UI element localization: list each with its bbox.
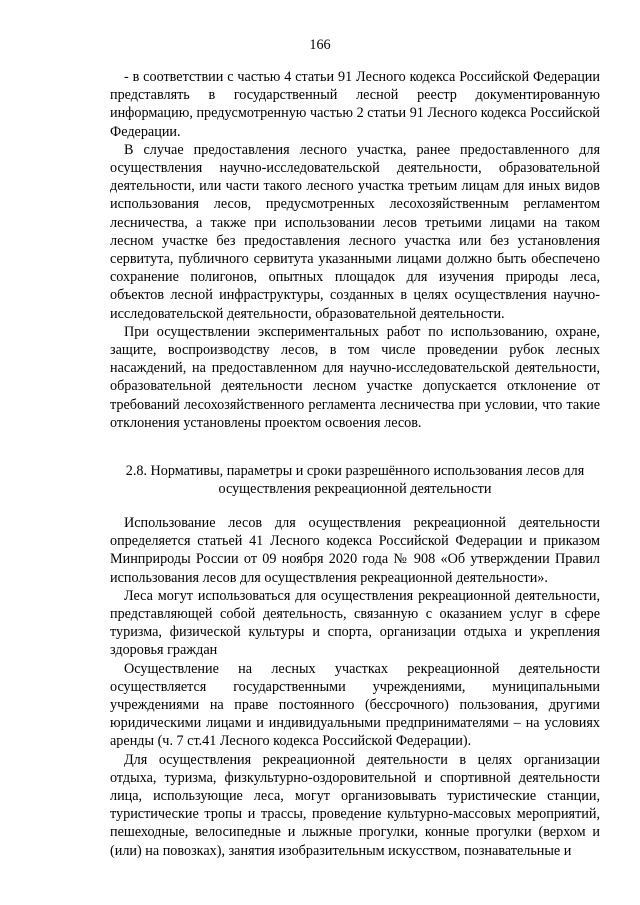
page-number: 166 [309,37,331,53]
bottom-text-block [110,514,600,860]
paragraph: - в соответствии с частью 4 статьи 91 Лесного кодекса Российской Федерации представлять в государственный лесной реестр документированную информацию, предусмотренную частью 2 статьи 91 Лесного кодекса Российской Федерации. [110,69,600,140]
section-heading-line: 2.8. Нормативы, параметры и сроки разрешённого использования лесов для [125,463,585,479]
top-text-block [110,68,600,432]
section-heading-line: осуществления рекреационной деятельности [218,481,492,498]
paragraph: Леса могут использоваться для осуществления рекреационной деятельности, представляющей собой деятельность, связанную с оказанием услуг в сфере туризма, физической культуры и спорта, организации отдыха и укрепления здоровья граждан [110,587,600,659]
paragraph: В случае предоставления лесного участка, ранее предоставленного для осуществления научно-исследовательской деятельности, образовательной деятельности, или части такого лесного участка третьим лицам для иных видов использования лесов, предусмотренных лесохозяйственным регламентом лесничества, а также при использовании лесов третьими лицами на таком лесном участке без предоставления лесного участка или без установления сервитута, публичного сервитута указанными лицами должно быть обеспечено сохранение полигонов, опытных площадок для изучения природы леса, объектов лесной инфраструктуры, созданных в целях осуществления научно-исследовательской деятельности, образовательной деятельности. [110,141,600,322]
paragraph: При осуществлении экспериментальных работ по использованию, охране, защите, воспроизводству лесов, в том числе проведении рубок лесных насаждений, на предоставленном для научно-исследовательской деятельности, образовательной деятельности лесном участке допускается отклонение от требований лесохозяйственного регламента лесничества при условии, что такие отклонения установлены проектом освоения лесов. [110,323,600,431]
paragraph: Для осуществления рекреационной деятельности в целях организации отдыха, туризма, физкультурно-оздоровительной и спортивной деятельности лица, использующие леса, могут организовывать туристические станции, туристические тропы и трассы, проведение культурно-массовых мероприятий, пешеходные, велосипедные и лыжные прогулки, конные прогулки (верхом и (или) на повозках), занятия изобразительным искусством, познавательные и [110,751,600,859]
section-heading [110,462,600,498]
paragraph: Осуществление на лесных участках рекреационной деятельности осуществляется государственными учреждениями, муниципальными учреждениями на праве постоянного (бессрочного) пользования, другими юридическими лицами и индивидуальными предпринимателями – на условиях аренды (ч. 7 ст.41 Лесного кодекса Российской Федерации). [110,660,600,750]
paragraph: Использование лесов для осуществления рекреационной деятельности определяется статьей 41 Лесного кодекса Российской Федерации и приказом Минприроды России от 09 ноября 2020 года № 908 «Об утверждении Правил использования лесов для осуществления рекреационной деятельности». [110,515,600,586]
